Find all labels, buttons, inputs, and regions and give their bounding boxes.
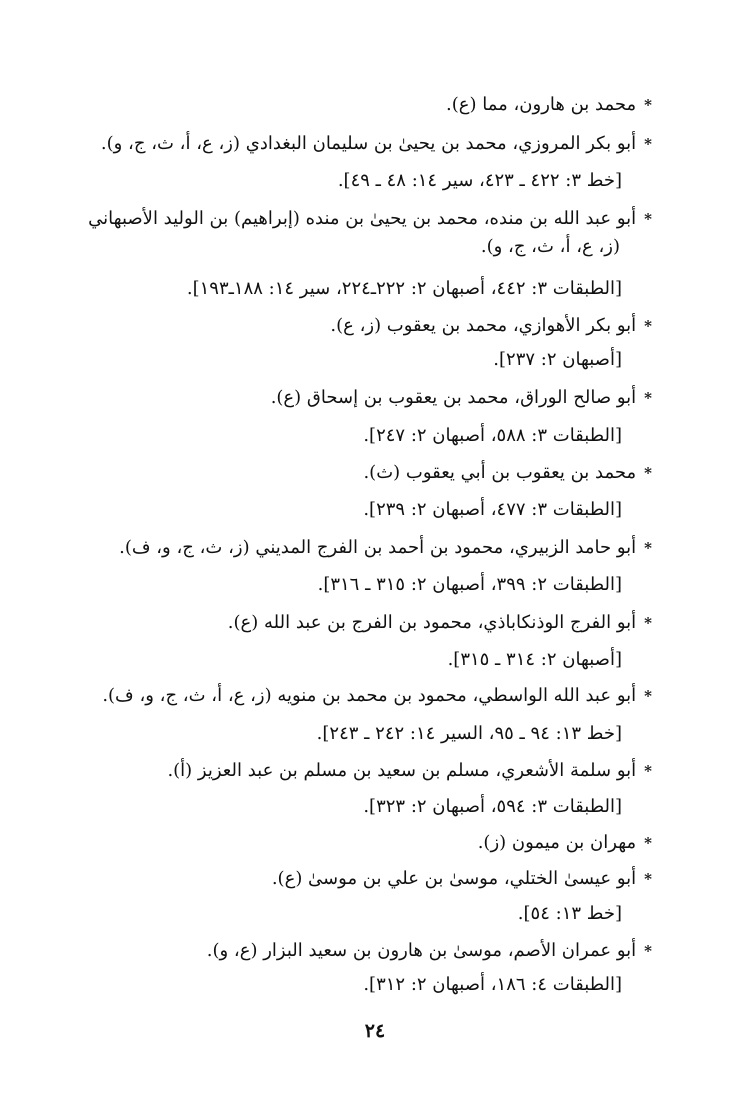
reference-line [0,901,750,927]
entry-star: * [644,96,652,114]
entry-text: أبو عيسىٰ الختلي، موسىٰ بن علي بن موسىٰ (ع). [271,868,637,889]
entry-line [0,313,750,339]
reference-line [0,972,750,998]
reference-text: [أصبهان ٢: ٣١٤ ـ ٣١٥]. [447,649,622,670]
reference-line [0,794,750,820]
entry-line [0,866,750,892]
entry-line [0,131,750,157]
page-number: ٢٤ [364,1020,386,1042]
reference-line [0,647,750,673]
reference-line [0,497,750,523]
entry-text: أبو حامد الزبيري، محمود بن أحمد بن الفرج المديني (ز، ث، ج، و، ف). [119,537,637,558]
reference-line [0,721,750,747]
reference-text: [الطبقات ٣: ٤٧٧، أصبهان ٢: ٢٣٩]. [363,499,622,520]
entry-star: * [644,762,652,780]
entry-line [0,535,750,561]
reference-text: [الطبقات ٣: ٥٩٤، أصبهان ٢: ٣٢٣]. [363,796,622,817]
reference-text: [الطبقات ٣: ٥٨٨، أصبهان ٢: ٢٤٧]. [363,425,622,446]
entry-line [0,938,750,964]
reference-line [0,276,750,302]
entry-continuation-text: (ز، ع، أ، ث، ج، و). [480,236,620,257]
reference-line [0,168,750,194]
entry-text: أبو عبد الله بن منده، محمد بن يحيىٰ بن منده (إبراهيم) بن الوليد الأصبهاني [88,208,637,229]
reference-text: [أصبهان ٢: ٢٣٧]. [493,349,622,370]
reference-text: [خط ١٣: ٥٤]. [517,903,622,924]
entry-star: * [644,317,652,335]
entry-star: * [644,614,652,632]
entry-line [0,830,750,856]
reference-text: [الطبقات ٣: ٤٤٢، أصبهان ٢: ٢٢٢ـ٢٢٤، سير ١٤: ١٨٨ـ١٩٣]. [186,278,622,299]
entry-star: * [644,942,652,960]
entry-line [0,385,750,411]
entry-text: أبو صالح الوراق، محمد بن يعقوب بن إسحاق (ع). [270,387,637,408]
reference-text: [الطبقات ٤: ١٨٦، أصبهان ٢: ٣١٢]. [363,974,622,995]
reference-text: [الطبقات ٢: ٣٩٩، أصبهان ٢: ٣١٥ ـ ٣١٦]. [317,574,622,595]
entry-star: * [644,210,652,228]
entry-text: أبو الفرج الوذنكاباذي، محمود بن الفرج بن عبد الله (ع). [227,612,637,633]
entry-star: * [644,389,652,407]
entry-line [0,758,750,784]
entry-line [0,206,750,232]
entry-line [0,610,750,636]
entry-star: * [644,870,652,888]
entry-line [0,92,750,118]
entry-star: * [644,135,652,153]
entry-star: * [644,539,652,557]
reference-line [0,423,750,449]
reference-text: [خط ١٣: ٩٤ ـ ٩٥، السير ١٤: ٢٤٢ ـ ٢٤٣]. [316,723,622,744]
entry-text: أبو سلمة الأشعري، مسلم بن سعيد بن مسلم بن عبد العزيز (أ). [167,760,637,781]
entry-text: أبو بكر الأهوازي، محمد بن يعقوب (ز، ع). [330,315,637,336]
entry-text: أبو عمران الأصم، موسىٰ بن هارون بن سعيد البزار (ع، و). [206,940,637,961]
entry-text: محمد بن هارون، مما (ع). [445,94,637,115]
entry-star: * [644,687,652,705]
entry-text: أبو عبد الله الواسطي، محمود بن محمد بن منويه (ز، ع، أ، ث، ج، و، ف). [102,685,637,706]
entry-text: أبو بكر المروزي، محمد بن يحيىٰ بن سليمان البغدادي (ز، ع، أ، ث، ج، و). [100,133,637,154]
entry-text: مهران بن ميمون (ز). [477,832,637,853]
reference-text: [خط ٣: ٤٢٢ ـ ٤٢٣، سير ١٤: ٤٨ ـ ٤٩]. [337,170,622,191]
entry-text: محمد بن يعقوب بن أبي يعقوب (ث). [363,462,637,483]
reference-line [0,347,750,373]
reference-line [0,572,750,598]
entry-star: * [644,464,652,482]
entry-line [0,683,750,709]
entry-star: * [644,834,652,852]
entry-continuation-line [0,234,750,260]
entry-line [0,460,750,486]
